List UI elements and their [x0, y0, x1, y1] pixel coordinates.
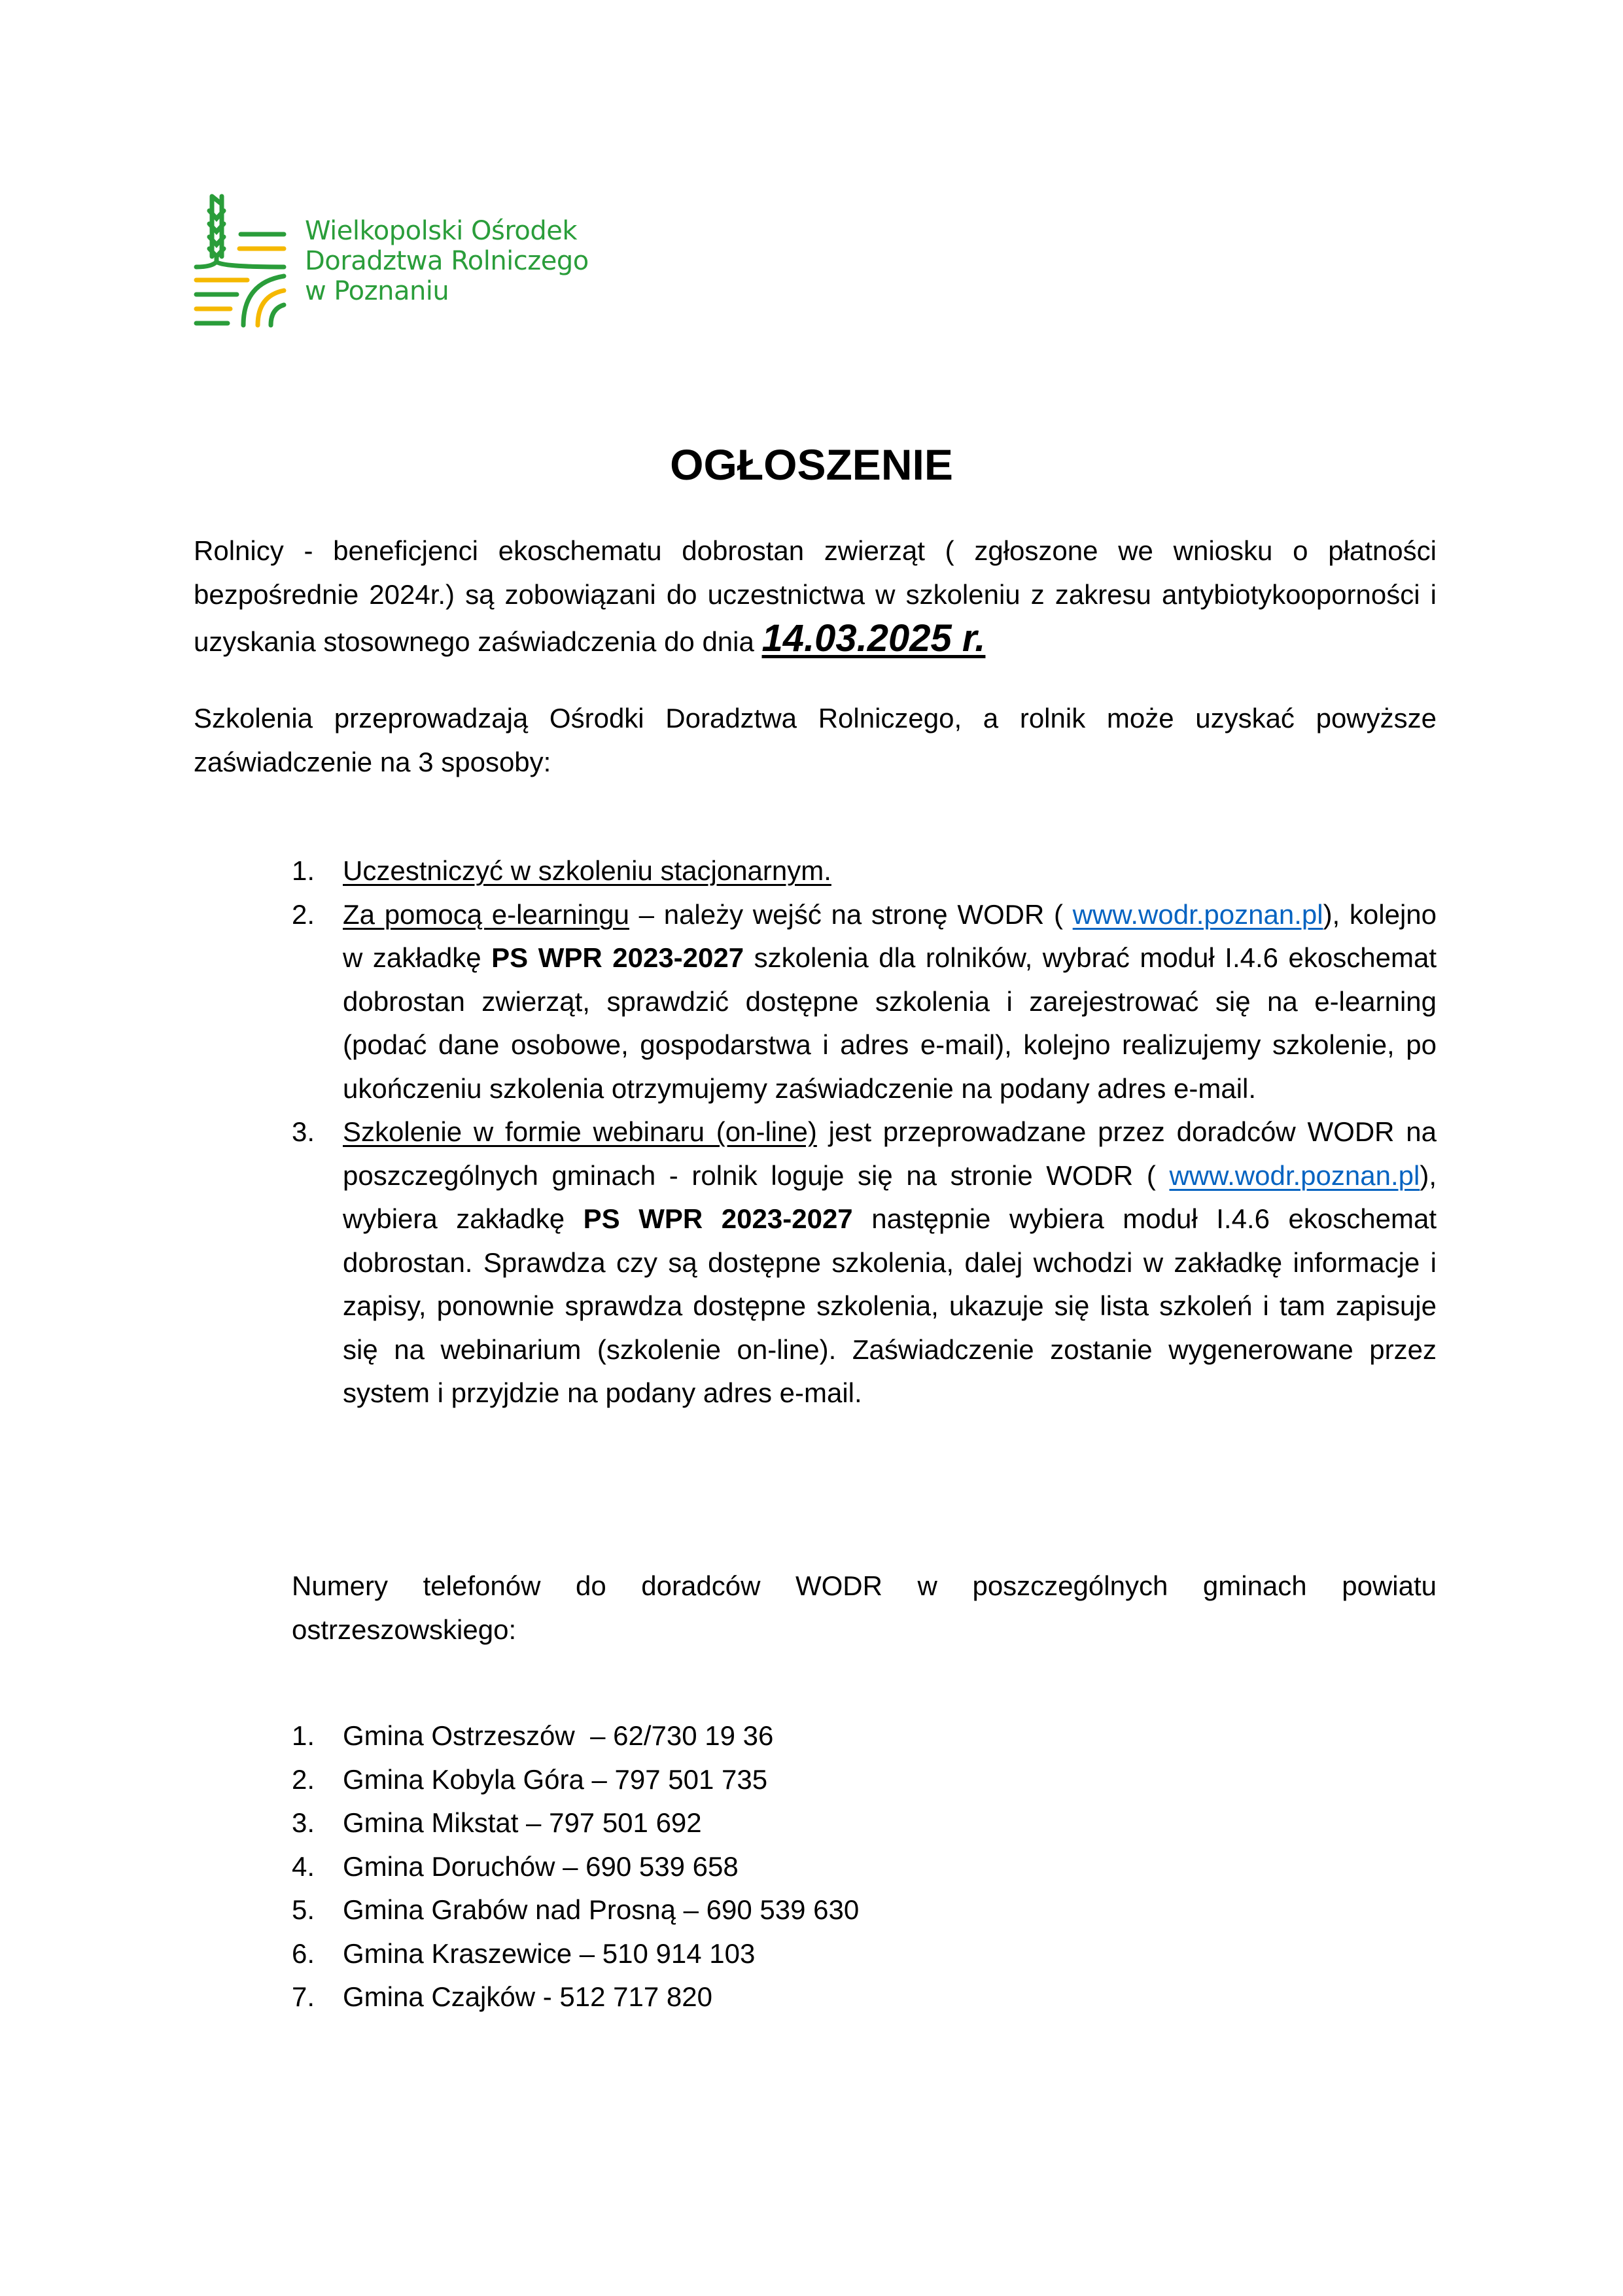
phone-item — [292, 1975, 859, 2019]
intro-paragraph — [194, 529, 1437, 663]
wheat-field-icon — [192, 191, 290, 328]
phone-item — [292, 1845, 859, 1889]
method-title: Uczestniczyć w szkoleniu stacjonarnym. — [343, 855, 831, 886]
method-text: ), wybiera zakładkę — [343, 1159, 1437, 1234]
phone-text: Gmina Czajków - 512 717 820 — [343, 1981, 712, 2012]
wodr-website-link[interactable]: www.wodr.poznan.pl — [1072, 898, 1323, 930]
method-item — [292, 1110, 1437, 1415]
method-text: następnie wybiera moduł I.4.6 ekoschemat dobrostan. Sprawdza czy są dostępne szkolenia, dalej wchodzi w zakładkę informacje i zapisy, ponownie sprawdza dostępne szkolenia, ukazuje się lista szkoleń i tam zapisuje się na webinarium (szkolenie on-line). Zaświadczenie zostanie wygenerowane przez system i przyjdzie na podany adres e-mail. — [343, 1203, 1437, 1408]
phone-item — [292, 1932, 859, 1976]
phones-intro-paragraph: Numery telefonów do doradców WODR w poszczególnych gminach powiatu ostrzeszowskiego: — [292, 1570, 1437, 1645]
list-number: 1. — [292, 855, 315, 886]
method-title: Szkolenie w formie webinaru (on-line) — [343, 1116, 817, 1147]
list-number: 5. — [292, 1894, 315, 1925]
method-item — [292, 893, 1437, 1111]
phone-text: Gmina Grabów nad Prosną – 690 539 630 — [343, 1894, 860, 1925]
method-text: szkolenia dla rolników, wybrać moduł I.4.6 ekoschemat dobrostan zwierząt, sprawdzić dostępne szkolenia i zarejestrować się na e-learning (podać dane osobowe, gospodarstwa i adres e-mail), kolejno realizujemy szkolenie, po ukończeniu szkolenia otrzymujemy zaświadczenie na podany adres e-mail. — [343, 942, 1437, 1104]
method-bold-tab: PS WPR 2023-2027 — [583, 1203, 853, 1234]
logo-line-3: w Poznaniu — [305, 276, 449, 306]
phone-item — [292, 1888, 859, 1932]
phone-item — [292, 1758, 859, 1802]
methods-list — [292, 849, 1437, 1415]
wodr-website-link[interactable]: www.wodr.poznan.pl — [1169, 1159, 1420, 1191]
phone-item — [292, 1714, 859, 1758]
list-number: 2. — [292, 898, 315, 930]
list-number: 6. — [292, 1937, 315, 1969]
method-text: jest przeprowadzane przez doradców WODR na poszczególnych gminach - rolnik loguje się na stronie WODR ( — [343, 1116, 1437, 1191]
method-text: ), kolejno w zakładkę — [343, 898, 1437, 973]
phone-text: Gmina Kraszewice – 510 914 103 — [343, 1937, 756, 1969]
logo-line-2: Doradztwa Rolniczego — [305, 246, 589, 276]
list-number: 2. — [292, 1763, 315, 1795]
phone-text: Gmina Mikstat – 797 501 692 — [343, 1807, 702, 1838]
list-number: 3. — [292, 1807, 315, 1838]
phones-list — [292, 1714, 859, 2019]
phone-item — [292, 1801, 859, 1845]
method-text: – należy wejść na stronę WODR ( — [629, 898, 1073, 930]
method-bold-tab: PS WPR 2023-2027 — [491, 942, 744, 973]
wodr-logo — [192, 191, 611, 328]
logo-line-1: Wielkopolski Ośrodek — [305, 216, 578, 246]
list-number: 4. — [292, 1850, 315, 1882]
intro-text: Rolnicy - beneficjenci ekoschematu dobrostan zwierząt ( zgłoszone we wniosku o płatności bezpośrednie 2024r.) są zobowiązani do uczestnictwa w szkoleniu z zakresu antybiotykooporności i uzyskania stosownego zaświadczenia do dnia — [194, 535, 1437, 657]
method-title: Za pomocą e-learningu — [343, 898, 629, 930]
list-number: 3. — [292, 1116, 315, 1147]
page-title: OGŁOSZENIE — [670, 440, 953, 489]
list-number: 7. — [292, 1981, 315, 2012]
logo-text — [305, 216, 589, 306]
phone-text: Gmina Doruchów – 690 539 658 — [343, 1850, 739, 1882]
method-item — [292, 849, 1437, 893]
phone-text: Gmina Ostrzeszów – 62/730 19 36 — [343, 1720, 774, 1751]
ways-intro-paragraph: Szkolenia przeprowadzają Ośrodki Doradztwa Rolniczego, a rolnik może uzyskać powyższe zaświadczenie na 3 sposoby: — [194, 703, 1437, 777]
phone-text: Gmina Kobyla Góra – 797 501 735 — [343, 1763, 768, 1795]
deadline-date: 14.03.2025 r. — [761, 617, 986, 660]
list-number: 1. — [292, 1720, 315, 1751]
